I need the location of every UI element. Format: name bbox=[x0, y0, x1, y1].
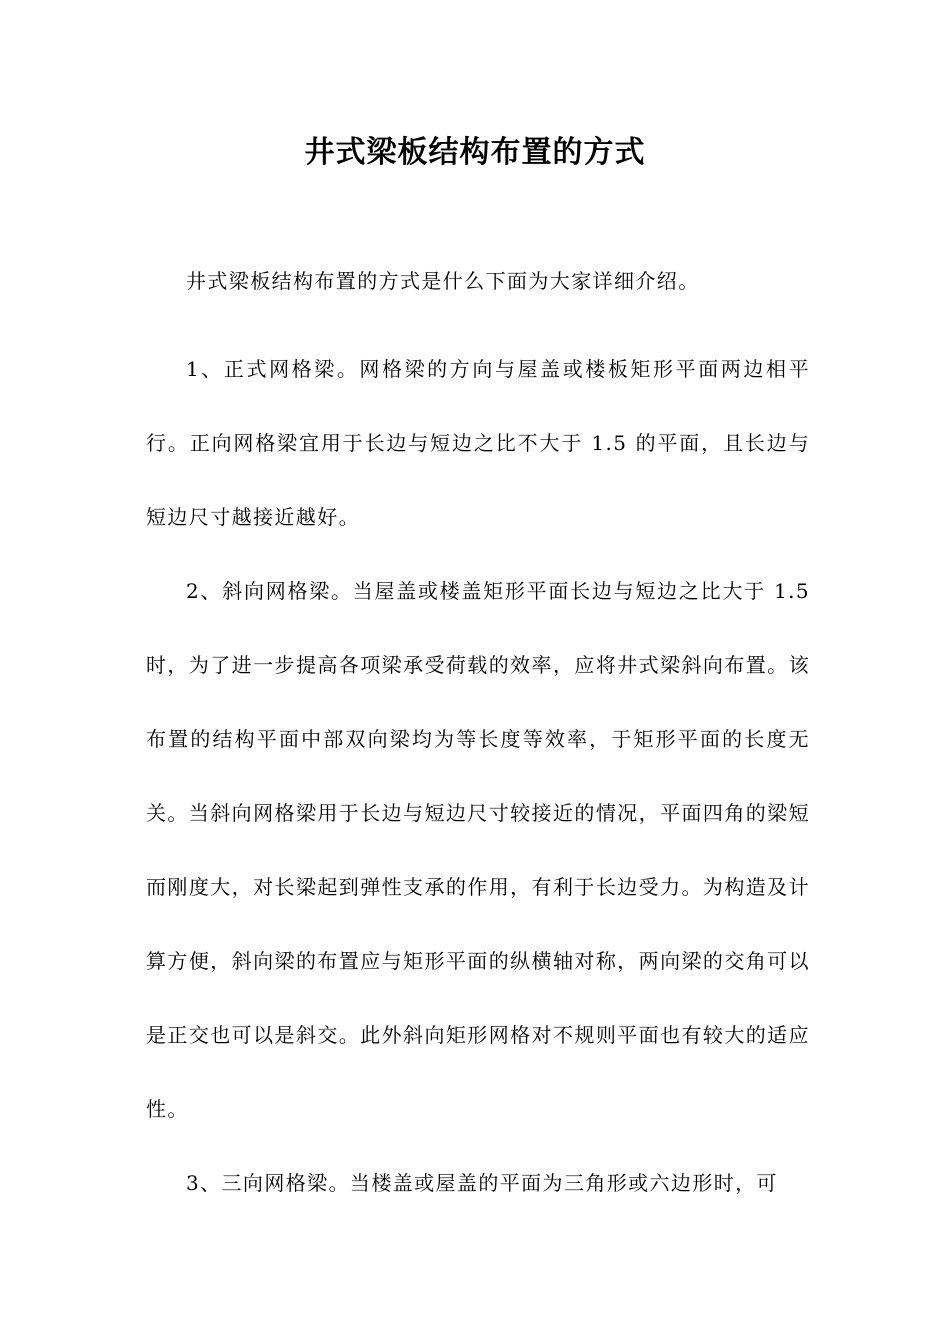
paragraph-intro: 井式梁板结构布置的方式是什么下面为大家详细介绍。 bbox=[186, 269, 700, 293]
document-title: 井式梁板结构布置的方式 bbox=[304, 135, 646, 170]
paragraph-item-3: 3、三向网格梁。当楼盖或屋盖的平面为三角形或六边形时，可 bbox=[186, 1171, 778, 1195]
paragraph-item-2: 2、斜向网格梁。当屋盖或楼盖矩形平面长边与短边之比大于 1.5 时，为了进一步提高各项梁承受荷载的效率，应将井式梁斜向布置。该布置的结构平面中部双向梁均为等长度等效率，于矩形平面的长度无关。当斜向网格梁用于长边与短边尺寸较接近的情况，平面四角的梁短而刚度大，对长梁起到弹性支承的作用，有利于长边受力。为构造及计算方便，斜向梁的布置应与矩形平面的纵横轴对称，两向梁的交角可以是正交也可以是斜交。此外斜向矩形网格对不规则平面也有较大的适应性。 bbox=[146, 579, 810, 1121]
paragraph-item-1: 1、正式网格梁。网格梁的方向与屋盖或楼板矩形平面两边相平行。正向网格梁宜用于长边与短边之比不大于 1.5 的平面，且长边与短边尺寸越接近越好。 bbox=[146, 357, 810, 529]
document-body bbox=[146, 258, 810, 1220]
